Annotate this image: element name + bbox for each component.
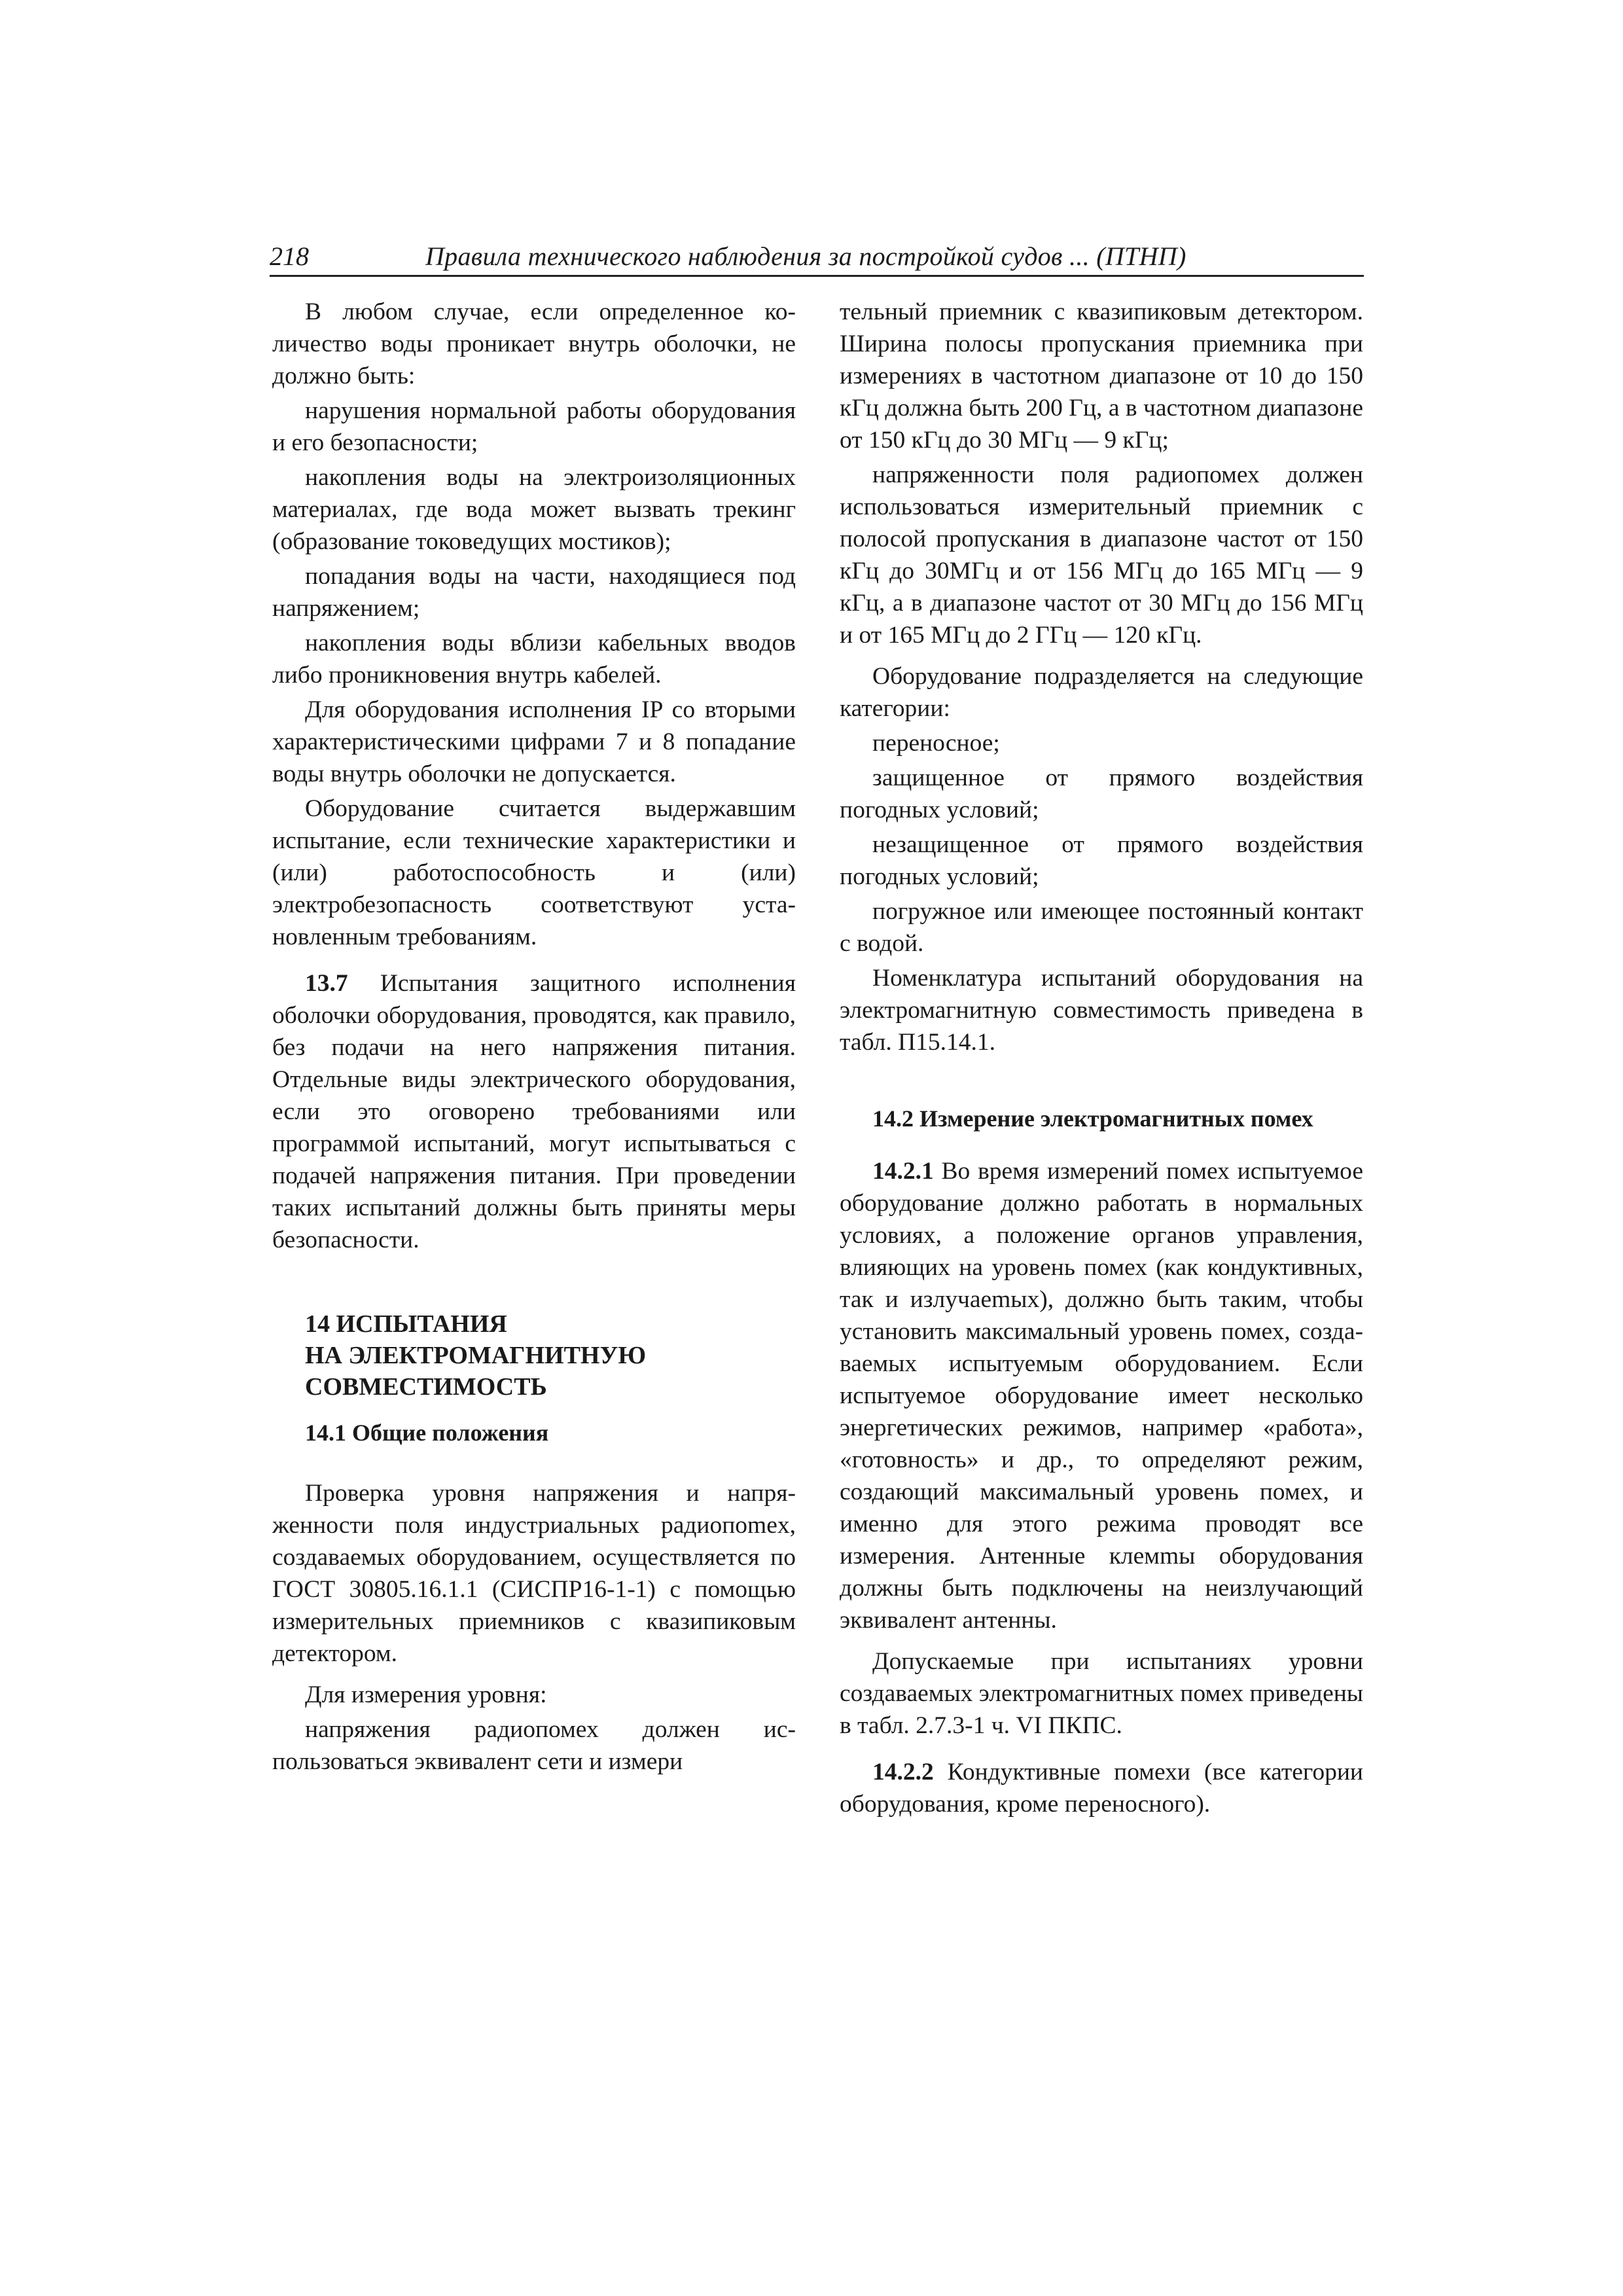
section-title-14-2: 14.2 Измерение электромагнитных помех [872,1105,1313,1132]
right-column [840,296,1363,1820]
chapter-title [272,1308,796,1403]
paragraph: напряженности поля радиопомех должен использоваться измерительный приемник с полосой пропускания в диапазоне частот от 150 кГц до 30МГц и от 156 МГц до 165 МГц — 9 кГц, а в диапазоне частот от 30 МГц до 156 МГц и от 165 МГц до 2 ГГц — 120 кГц. [840,461,1363,649]
paragraph: Номенклатура испытаний оборудования на электромагнитную совместимость приведена в табл. П15.14.1. [840,965,1363,1056]
list-item: попадания воды на части, находящиеся под напряжением; [272,563,796,622]
list-item: погружное или имеющее постоянный контакт с водой. [840,898,1363,957]
paragraph: В любом случае, если определенное количество воды проникает внутрь оболочки, не должно быть: [272,298,796,389]
paragraph: Проверка уровня напряжения и напряженности поля индустриальных радиопоmex, создаваемых оборудованием, осуществляется по ГОСТ 30805.16.1.1 (СИСПР16-1-1) с помощью измерительных приемников с квазипиковым детектором. [272,1480,796,1667]
clause-text: Во время измерений помех испытуемое оборудование должно работать в нормальных условиях, а положение органов управления, влияющих на уровень помех (как кондуктивных, так и излучаеmых), должно быть таким, чтобы установить максимальный уровень помех, создаваемых испытуемым оборудованием. Если испытуемое оборудование имеет несколько энергетических режимов, например «работа», «готовность» и др., то определяют режим, создающий максимальный уровень помех, и именно для этого режима проводят все измерения. Антенные клемmы оборудования должны быть подключены на неизлучающий эквивалент антенны. [840,1158,1363,1634]
chapter-title-line: СОВМЕСТИМОСТЬ [305,1373,547,1401]
paragraph: Оборудование подразделяется на следующие категории: [840,663,1363,722]
list-item: незащищенное от прямого воздействия погодных условий; [840,831,1363,890]
clause-number: 14.2.1 [872,1158,934,1185]
clause-number: 13.7 [305,970,348,997]
left-column [272,296,796,1778]
clause-text: Кондуктивные помехи (все категории оборудования, кроме переносного). [840,1759,1363,1818]
running-title: Правила технического наблюдения за постройкой судов ... (ПТНП) [425,242,1186,271]
chapter-title-line: 14 ИСПЫТАНИЯ [305,1310,507,1338]
list-item: переносное; [872,730,1000,757]
paragraph: тельный приемник с квазипиковым детектором. Ширина полосы пропускания приемника при измерениях в частотном диапазоне от 10 до 150 кГц должна быть 200 Гц, а в частотном диапазоне от 150 кГц до 30 МГц — 9 кГц; [840,298,1363,454]
paragraph: Допускаемые при испытаниях уровни создаваемых электромагнитных помех приведены в табл. 2.7.3-1 ч. VI ПКПС. [840,1648,1363,1739]
paragraph: Для измерения уровня: [305,1681,547,1708]
list-item: защищенное от прямого воздействия погодных условий; [840,764,1363,823]
section-title-14-1: 14.1 Общие положения [305,1420,549,1446]
paragraph: напряжения радиопомех должен использоваться эквивалент сети и измери [272,1716,796,1775]
page-number: 218 [270,242,309,271]
chapter-title-line: НА ЭЛЕКТРОМАГНИТНУЮ [305,1342,647,1369]
clause-13-7 [272,967,796,1256]
clause-number: 14.2.2 [872,1759,934,1785]
clause-14-2-1 [840,1155,1363,1636]
paragraph: Оборудование считается выдержавшим испытание, если технические характеристики и (или) работоспособность и (или) электробезопасность соответствуют установленным требованиям. [272,795,796,950]
list-item: накопления воды вблизи кабельных вводов либо проникновения внутрь кабелей. [272,630,796,689]
clause-text: Испытания защитного исполнения оболочки оборудования, проводятся, как правило, без подачи на него напряжения питания. Отдельные виды электрического оборудования, если это оговорено требованиями или программой испытаний, могут испытываться с подачей напряжения питания. При проведении таких испытаний должны быть приняты меры безопасности. [272,970,796,1253]
paragraph: Для оборудования исполнения IP со вторыми характеристическими цифрами 7 и 8 попадание воды внутрь оболочки не допускается. [272,696,796,787]
list-item: нарушения нормальной работы оборудования и его безопасности; [272,397,796,456]
clause-14-2-2 [840,1756,1363,1820]
list-item: накопления воды на электроизоляционных материалах, где вода может вызвать трекинг (образование токоведущих мостиков); [272,464,796,555]
page-header [270,238,1364,277]
